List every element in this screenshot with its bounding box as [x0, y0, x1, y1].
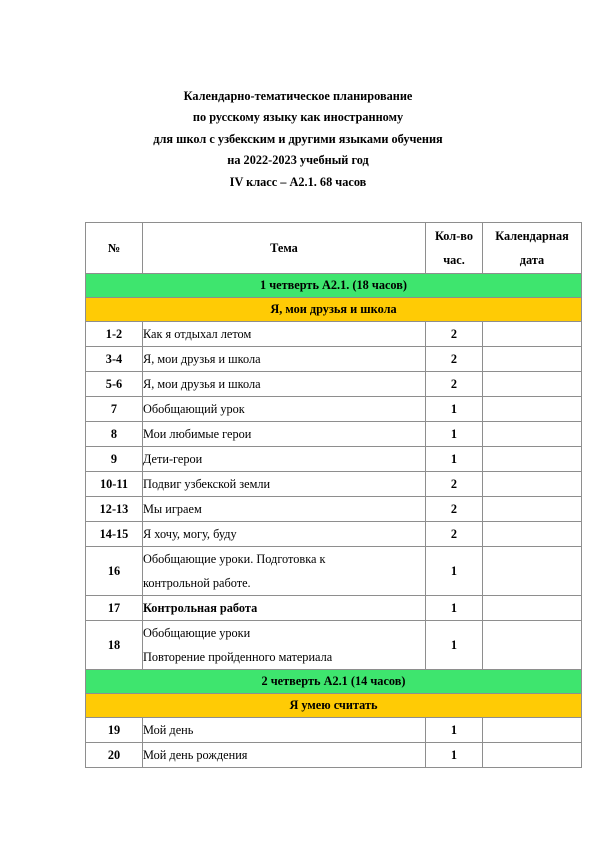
heading-title: Календарно-тематическое планирование	[183, 89, 413, 103]
table-row	[86, 322, 582, 347]
table-row	[86, 718, 582, 743]
planning-table	[85, 222, 582, 768]
lesson-hours: 1	[426, 743, 483, 768]
column-header-hours-line1: Кол-во	[435, 229, 473, 243]
lesson-number: 8	[86, 422, 143, 447]
table-row	[86, 447, 582, 472]
lesson-topic: Мы играем	[143, 497, 426, 522]
lesson-topic: Контрольная работа	[143, 596, 426, 621]
lesson-hours: 2	[426, 322, 483, 347]
table-header-row	[86, 223, 582, 274]
lesson-number: 14-15	[86, 522, 143, 547]
lesson-topic	[143, 547, 426, 596]
lesson-date	[483, 322, 582, 347]
lesson-date	[483, 621, 582, 670]
lesson-number: 20	[86, 743, 143, 768]
table-row	[86, 743, 582, 768]
lesson-topic	[143, 621, 426, 670]
lesson-topic: Обобщающий урок	[143, 397, 426, 422]
lesson-hours: 1	[426, 397, 483, 422]
table-row	[86, 422, 582, 447]
lesson-number: 16	[86, 547, 143, 596]
lesson-date	[483, 347, 582, 372]
lesson-hours: 1	[426, 621, 483, 670]
lesson-date	[483, 447, 582, 472]
lesson-topic-line2: Повторение пройденного материала	[143, 650, 333, 664]
heading-year: на 2022-2023 учебный год	[227, 153, 369, 168]
lesson-date	[483, 472, 582, 497]
table-row	[86, 397, 582, 422]
lesson-hours: 1	[426, 447, 483, 472]
lesson-hours: 2	[426, 472, 483, 497]
document-heading	[0, 86, 596, 193]
column-header-topic: Тема	[143, 223, 426, 274]
lesson-hours: 1	[426, 718, 483, 743]
theme-row	[86, 298, 582, 322]
table-row	[86, 596, 582, 621]
column-header-date	[483, 223, 582, 274]
table-row	[86, 472, 582, 497]
lesson-hours: 1	[426, 547, 483, 596]
lesson-number: 18	[86, 621, 143, 670]
lesson-number: 9	[86, 447, 143, 472]
lesson-number: 1-2	[86, 322, 143, 347]
heading-subject: по русскому языку как иностранному	[192, 110, 404, 125]
lesson-date	[483, 743, 582, 768]
table-row	[86, 497, 582, 522]
lesson-topic-line2: контрольной работе.	[143, 576, 251, 590]
lesson-hours: 2	[426, 372, 483, 397]
table-row	[86, 547, 582, 596]
lesson-topic-line1: Обобщающие уроки. Подготовка к	[143, 552, 326, 566]
lesson-topic-line1: Обобщающие уроки	[143, 626, 251, 640]
table-row	[86, 522, 582, 547]
lesson-date	[483, 547, 582, 596]
lesson-date	[483, 718, 582, 743]
lesson-topic: Как я отдыхал летом	[143, 322, 426, 347]
lesson-topic: Мой день	[143, 718, 426, 743]
lesson-topic: Я, мои друзья и школа	[143, 347, 426, 372]
column-header-date-line1: Календарная	[495, 229, 569, 243]
column-header-hours	[426, 223, 483, 274]
lesson-date	[483, 372, 582, 397]
table-row	[86, 347, 582, 372]
lesson-date	[483, 397, 582, 422]
theme-row	[86, 694, 582, 718]
lesson-date	[483, 522, 582, 547]
quarter-2-label: 2 четверть А2.1 (14 часов)	[86, 670, 582, 694]
theme-1-label: Я, мои друзья и школа	[86, 298, 582, 322]
lesson-number: 3-4	[86, 347, 143, 372]
lesson-hours: 2	[426, 347, 483, 372]
lesson-number: 7	[86, 397, 143, 422]
lesson-hours: 2	[426, 497, 483, 522]
column-header-date-line2: дата	[519, 253, 545, 267]
lesson-hours: 1	[426, 596, 483, 621]
table-row	[86, 372, 582, 397]
lesson-topic: Мой день рождения	[143, 743, 426, 768]
lesson-topic: Я хочу, могу, буду	[143, 522, 426, 547]
lesson-number: 17	[86, 596, 143, 621]
lesson-topic: Я, мои друзья и школа	[143, 372, 426, 397]
lesson-hours: 1	[426, 422, 483, 447]
lesson-number: 10-11	[86, 472, 143, 497]
table-row	[86, 621, 582, 670]
lesson-topic: Мои любимые герои	[143, 422, 426, 447]
lesson-hours: 2	[426, 522, 483, 547]
lesson-topic: Дети-герои	[143, 447, 426, 472]
lesson-topic: Подвиг узбекской земли	[143, 472, 426, 497]
heading-schools: для школ с узбекским и другими языками обучения	[153, 131, 443, 146]
lesson-date	[483, 497, 582, 522]
column-header-number: №	[86, 223, 143, 274]
quarter-row	[86, 274, 582, 298]
column-header-hours-line2: час.	[443, 253, 465, 267]
quarter-1-label: 1 четверть А2.1. (18 часов)	[86, 274, 582, 298]
quarter-row	[86, 670, 582, 694]
lesson-number: 12-13	[86, 497, 143, 522]
heading-grade: IV класс – А2.1. 68 часов	[229, 174, 367, 189]
lesson-number: 19	[86, 718, 143, 743]
lesson-date	[483, 596, 582, 621]
lesson-number: 5-6	[86, 372, 143, 397]
theme-2-label: Я умею считать	[86, 694, 582, 718]
lesson-date	[483, 422, 582, 447]
